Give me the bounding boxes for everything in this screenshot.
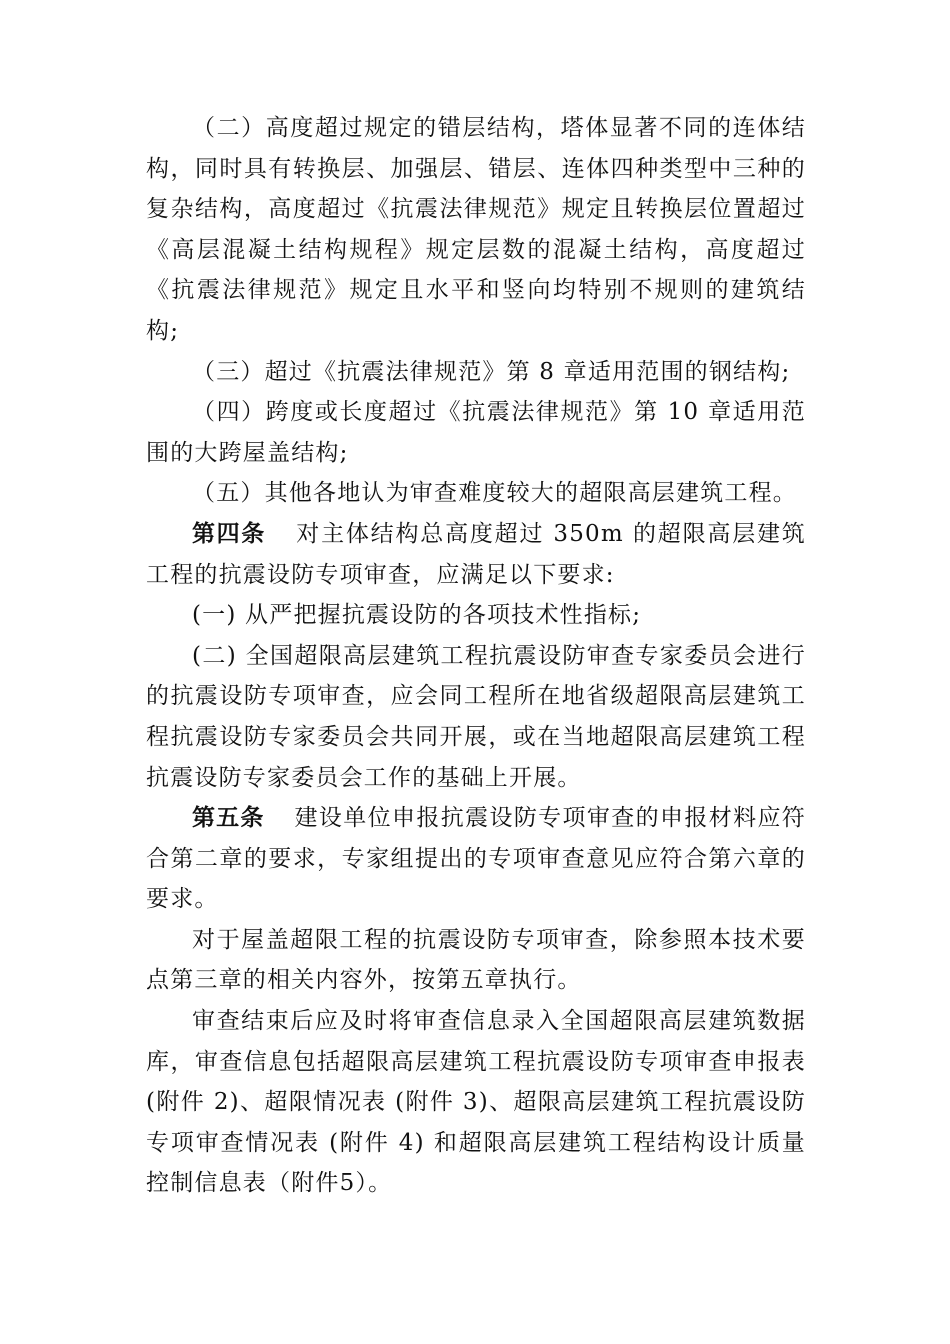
paragraph-text: 对主体结构总高度超过 350m 的超限高层建筑工程的抗震设防专项审查，应满足以下要求:: [146, 520, 806, 588]
document-body: [146, 108, 806, 1204]
paragraph-item-2: [146, 108, 806, 352]
article-4: [146, 514, 806, 595]
paragraph-text: （四）跨度或长度超过《抗震法律规范》第 10 章适用范围的大跨屋盖结构;: [146, 399, 806, 466]
paragraph-text: 建设单位申报抗震设防专项审查的申报材料应符合第二章的要求，专家组提出的专项审查意见应符合第六章的要求。: [146, 805, 807, 913]
requirement-item-2: [146, 636, 806, 798]
paragraph-text: （二）高度超过规定的错层结构，塔体显著不同的连体结构，同时具有转换层、加强层、错层、连体四种类型中三种的复杂结构，高度超过《抗震法律规范》规定且转换层位置超过《高层混凝土结构规程》规定层数的混凝土结构，高度超过《抗震法律规范》规定且水平和竖向均特别不规则的建筑结构;: [146, 115, 806, 344]
paragraph-text: （三）超过《抗震法律规范》第 8 章适用范围的钢结构;: [192, 358, 791, 385]
database-entry-paragraph: [146, 1001, 806, 1204]
article-heading: 第五条: [192, 805, 265, 832]
article-5: [146, 798, 806, 920]
paragraph-text: （五）其他各地认为审查难度较大的超限高层建筑工程。: [192, 480, 797, 507]
paragraph-item-5: [146, 473, 806, 514]
article-heading: 第四条: [192, 520, 266, 547]
roof-review-paragraph: [146, 920, 806, 1001]
paragraph-text: (一) 从严把握抗震设防的各项技术性指标;: [192, 602, 642, 629]
paragraph-text: 审查结束后应及时将审查信息录入全国超限高层建筑数据库，审查信息包括超限高层建筑工程抗震设防专项审查申报表 (附件 2)、超限情况表 (附件 3)、超限高层建筑工程抗震设防专项审查情况表 (附件 4) 和超限高层建筑工程结构设计质量控制信息表（附件5）。: [146, 1008, 806, 1197]
paragraph-text: 对于屋盖超限工程的抗震设防专项审查，除参照本技术要点第三章的相关内容外，按第五章执行。: [146, 926, 806, 994]
paragraph-text: (二) 全国超限高层建筑工程抗震设防审查专家委员会进行的抗震设防专项审查，应会同工程所在地省级超限高层建筑工程抗震设防专家委员会共同开展，或在当地超限高层建筑工程抗震设防专家委员会工作的基础上开展。: [146, 642, 806, 791]
requirement-item-1: [146, 595, 806, 636]
paragraph-item-3: [146, 352, 806, 393]
paragraph-item-4: [146, 392, 806, 473]
